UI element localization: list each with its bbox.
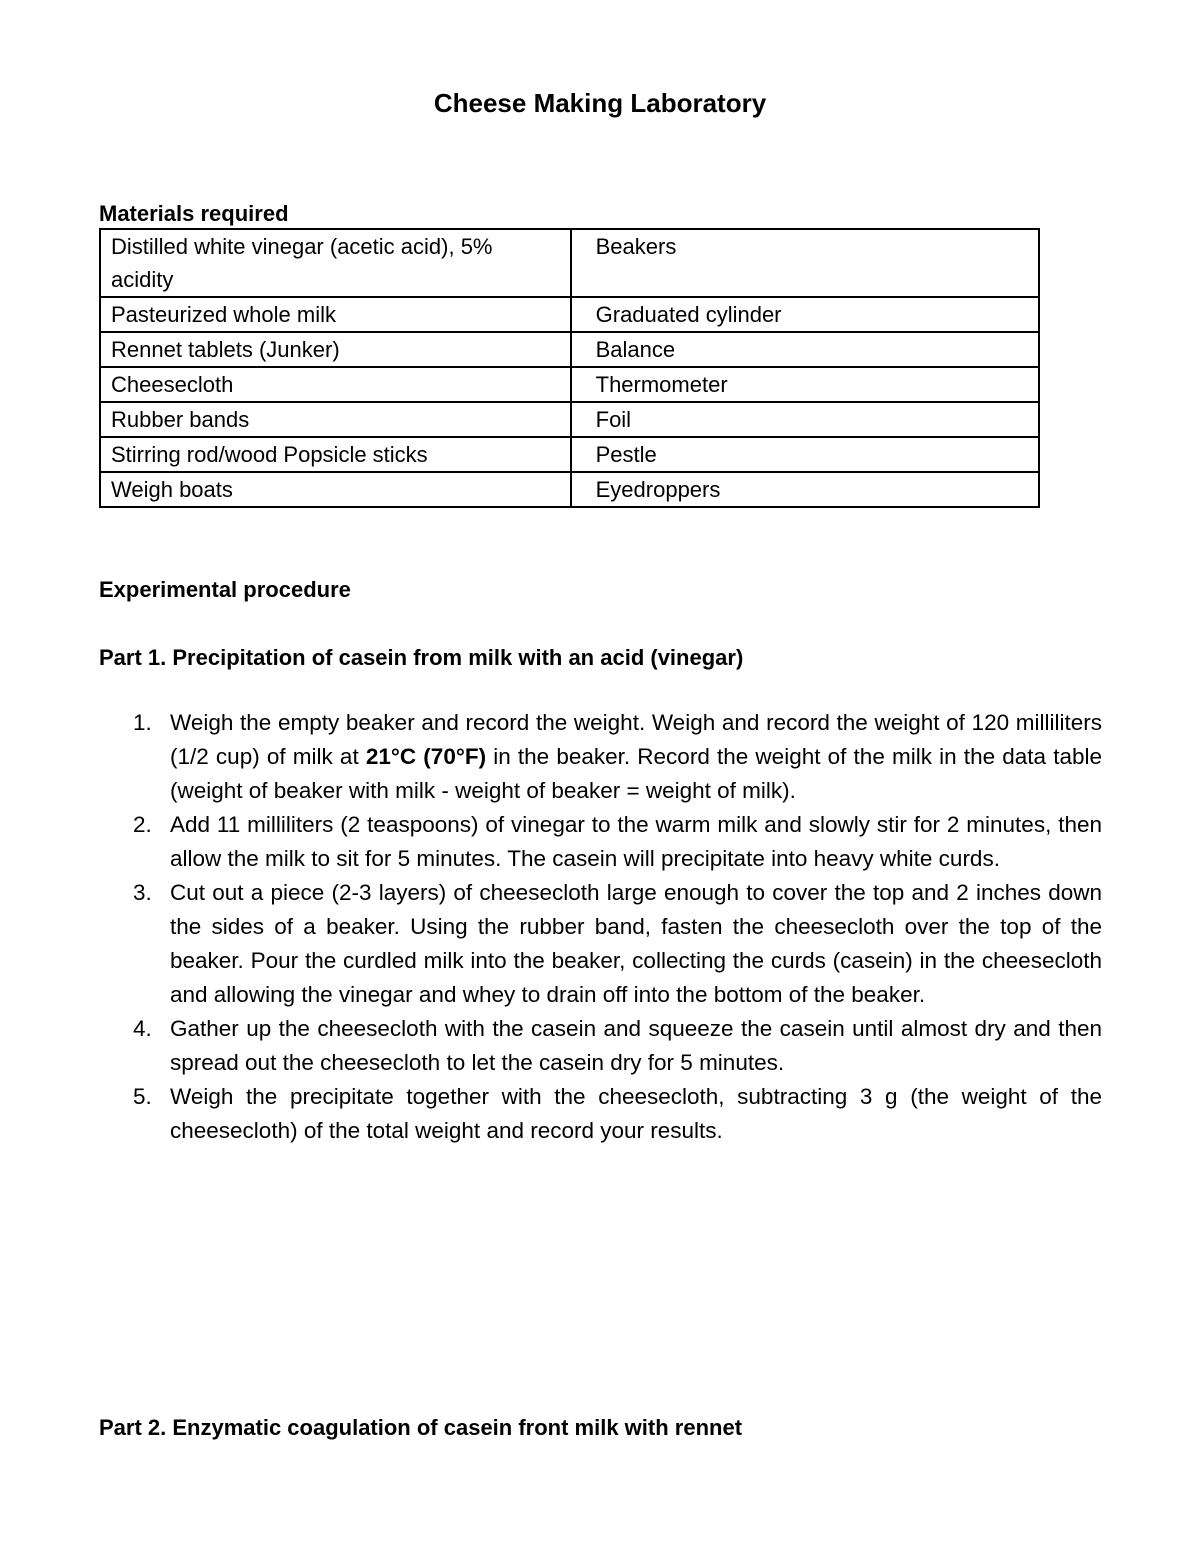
equipment-cell: Balance	[571, 332, 1039, 367]
table-row	[100, 472, 1039, 507]
procedure-steps	[99, 706, 1102, 1148]
material-cell: Stirring rod/wood Popsicle sticks	[100, 437, 571, 472]
step-number: 3.	[133, 880, 152, 905]
procedure-step	[99, 1012, 1102, 1080]
procedure-heading: Experimental procedure	[99, 577, 351, 602]
step-text: Add 11 milliliters (2 teaspoons) of vinegar to the warm milk and slowly stir for 2 minutes, then allow the milk to sit for 5 minutes. The casein will precipitate into heavy white curds.	[170, 812, 1102, 871]
material-cell: Rubber bands	[100, 402, 571, 437]
material-cell: Distilled white vinegar (acetic acid), 5% acidity	[100, 229, 571, 297]
material-cell: Pasteurized whole milk	[100, 297, 571, 332]
materials-table	[99, 228, 1040, 508]
materials-heading: Materials required	[99, 201, 289, 226]
table-row	[100, 332, 1039, 367]
table-row	[100, 297, 1039, 332]
procedure-step	[99, 1080, 1102, 1148]
equipment-cell: Beakers	[571, 229, 1039, 297]
equipment-cell: Thermometer	[571, 367, 1039, 402]
material-cell: Cheesecloth	[100, 367, 571, 402]
equipment-cell: Eyedroppers	[571, 472, 1039, 507]
step-number: 5.	[133, 1084, 152, 1109]
equipment-cell: Graduated cylinder	[571, 297, 1039, 332]
procedure-step	[99, 808, 1102, 876]
step-number: 2.	[133, 812, 152, 837]
table-row	[100, 229, 1039, 297]
equipment-cell: Foil	[571, 402, 1039, 437]
material-cell: Rennet tablets (Junker)	[100, 332, 571, 367]
part1-heading: Part 1. Precipitation of casein from milk with an acid (vinegar)	[99, 645, 744, 670]
step-temperature: 21°C (70°F)	[365, 744, 487, 769]
document-title: Cheese Making Laboratory	[433, 88, 767, 118]
procedure-step	[99, 876, 1102, 1012]
step-number: 1.	[133, 710, 152, 735]
step-text: Gather up the cheesecloth with the casein and squeeze the casein until almost dry and then spread out the cheesecloth to let the casein dry for 5 minutes.	[170, 1016, 1102, 1075]
table-row	[100, 437, 1039, 472]
material-cell: Weigh boats	[100, 472, 571, 507]
step-text: Weigh the empty beaker and record the weight. Weigh and record the weight of 120 milliliters (1/2 cup) of milk at	[170, 710, 1102, 769]
step-text-continued: in the beaker. Record the weight of the milk in the data table (weight of beaker with milk - weight of beaker = weight of milk).	[170, 744, 1102, 803]
step-number: 4.	[133, 1016, 152, 1041]
table-row	[100, 402, 1039, 437]
part2-heading: Part 2. Enzymatic coagulation of casein front milk with rennet	[99, 1415, 743, 1440]
step-text: Cut out a piece (2-3 layers) of cheesecloth large enough to cover the top and 2 inches down the sides of a beaker. Using the rubber band, fasten the cheesecloth over the top of the beaker. Pour the curdled milk into the beaker, collecting the curds (casein) in the cheesecloth and allowing the vinegar and whey to drain off into the bottom of the beaker.	[170, 880, 1102, 1007]
procedure-step	[99, 706, 1102, 808]
table-row	[100, 367, 1039, 402]
equipment-cell: Pestle	[571, 437, 1039, 472]
step-text: Weigh the precipitate together with the cheesecloth, subtracting 3 g (the weight of the cheesecloth) of the total weight and record your results.	[170, 1084, 1102, 1143]
